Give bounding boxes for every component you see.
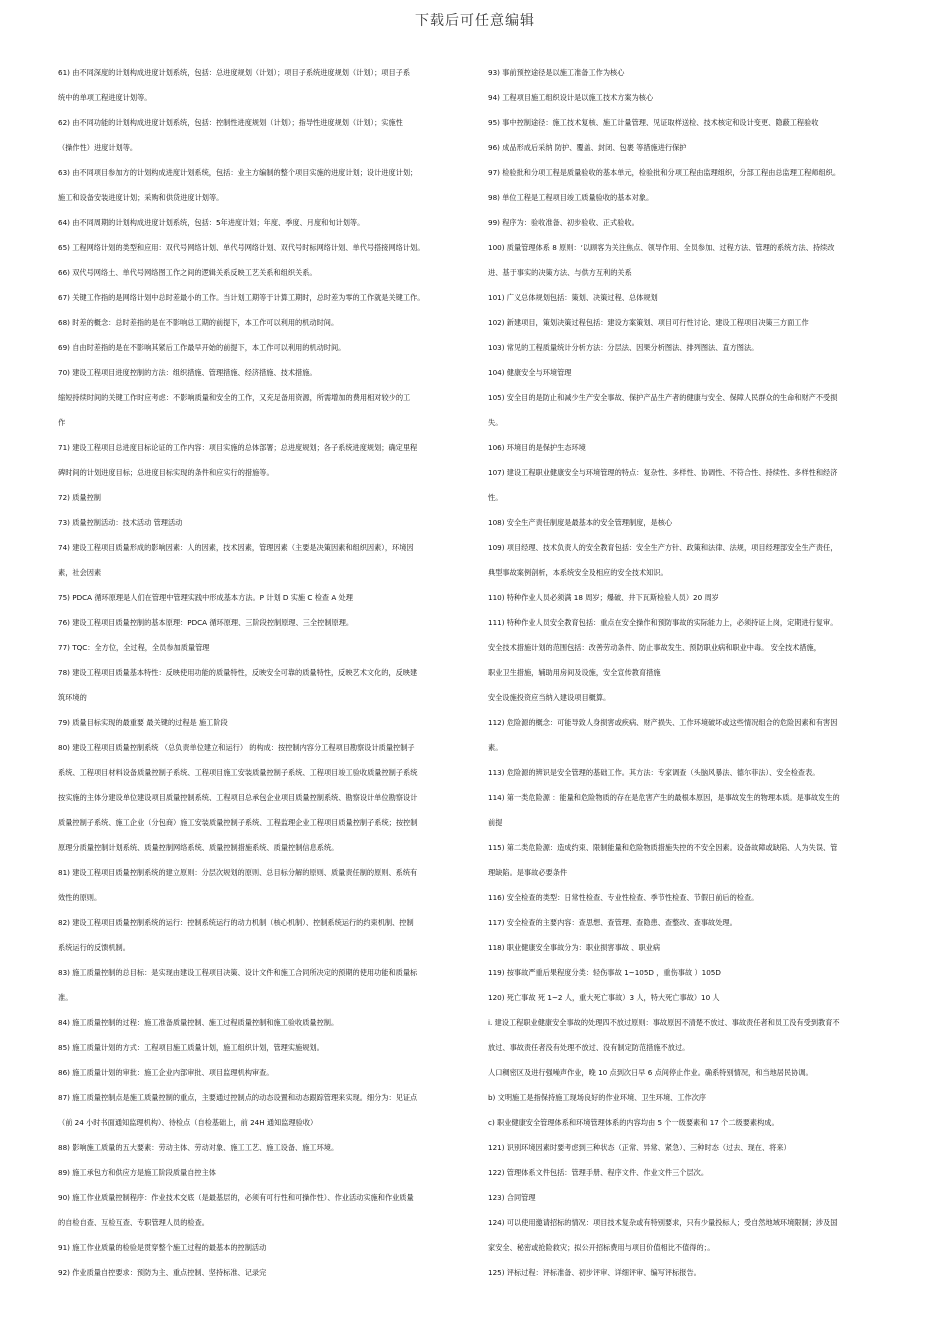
text-line: 素。 — [488, 743, 503, 752]
text-line: 碑时间的计划进度目标；总进度目标实现的条件和应实行的措施等。 — [58, 468, 274, 477]
text-line: 施工和设备安装进度计划；采购和供货进度计划等。 — [58, 193, 224, 202]
text-line: c) 职业健康安全管理体系和环境管理体系的内容均由 5 个一级要素和 17 个二级要素构成。 — [488, 1118, 779, 1127]
text-line: 64) 由不同周期的计划构成进度计划系统，包括：5年进度计划；年度、季度、月度和旬计划等。 — [58, 218, 365, 227]
text-line: 92) 作业质量自控要求：预防为主、重点控制、坚持标准、记录完 — [58, 1268, 267, 1277]
text-line: 90) 施工作业质量控制程序：作业技术交底（是最基层的，必须有可行性和可操作性）、作业活动实施和作业质量 — [58, 1193, 414, 1202]
text-line: （操作性）进度计划等。 — [58, 143, 138, 152]
text-line: 理缺陷。是事故必要条件 — [488, 868, 568, 877]
right-column — [488, 60, 892, 1285]
text-line: 71) 建设工程项目总进度目标论证的工作内容：项目实施的总体部署；总进度规划；各子系统进度规划；确定里程 — [58, 443, 418, 452]
text-line: 107) 建设工程职业健康安全与环境管理的特点：复杂性、多样性、协调性、不符合性、持续性、多样性和经济 — [488, 468, 838, 477]
text-line: 放过、事故责任者没有处理不放过、没有制定防范措施不放过。 — [488, 1043, 690, 1052]
text-line: 102) 新建项目，策划决策过程包括：建设方案策划、项目可行性讨论、建设工程项目决策三方面工作 — [488, 318, 809, 327]
text-line: 119) 按事故严重后果程度分类：轻伤事故 1~105D ，重伤事故 ）105D — [488, 968, 721, 977]
text-line: 安全技术措施计划的范围包括：改善劳动条件、防止事故发生、预防职业病和职业中毒。 安全技术措施， — [488, 643, 821, 652]
text-line: 80) 建设工程项目质量控制系统 （总负责单位建立和运行） 的构成：按控制内容分工程项目勘察设计质量控制子 — [58, 743, 415, 752]
text-line: 的自检自查、互检互查、专职管理人员的检查。 — [58, 1218, 209, 1227]
text-line: 82) 建设工程项目质量控制系统的运行：控制系统运行的动力机制（核心机制）、控制系统运行的约束机制、控制 — [58, 918, 414, 927]
text-line: 素，社会因素 — [58, 568, 102, 577]
text-line: 性。 — [488, 493, 503, 502]
text-line: 79) 质量目标实现的最重要 最关键的过程是 施工阶段 — [58, 718, 228, 727]
text-line: 68) 时差的概念：总时差指的是在不影响总工期的前提下，本工作可以利用的机动时间。 — [58, 318, 339, 327]
text-line: 安全设施投资应当纳入建设项目概算。 — [488, 693, 611, 702]
text-line: i. 建设工程职业健康安全事故的处理四不放过原则：事故原因不清楚不放过、事故责任者和员工没有受到教育不 — [488, 1018, 840, 1027]
text-line: 122) 管理体系文件包括：管理手册、程序文件、作业文件三个层次。 — [488, 1168, 709, 1177]
text-line: 110) 特种作业人员必须满 18 周岁；爆破、井下瓦斯检验人员）20 周岁 — [488, 593, 719, 602]
text-line: 98) 单位工程是工程项目竣工质量验收的基本对象。 — [488, 193, 654, 202]
text-line: 按实施的主体分建设单位建设项目质量控制系统、工程项目总承包企业项目质量控制系统、勘察设计单位勘察设计 — [58, 793, 418, 802]
text-line: 95) 事中控制途径：施工技术复核、施工计量管理、见证取样送检、技术核定和设计变更、隐蔽工程验收 — [488, 118, 819, 127]
text-line: 109) 项目经理、技术负责人的安全教育包括：安全生产方针、政策和法律、法规，项目经理部安全生产责任， — [488, 543, 838, 552]
text-line: 108) 安全生产责任制度是最基本的安全管理制度，是核心 — [488, 518, 673, 527]
text-line: 125) 评标过程：评标准备、初步评审、详细评审、编写评标报告。 — [488, 1268, 701, 1277]
text-line: 质量控制子系统、施工企业（分包商）施工安装质量控制子系统、工程监理企业工程项目质量控制子系统；按控制 — [58, 818, 418, 827]
text-line: 缩短持续时间的关键工作时应考虑：不影响质量和安全的工作，又充足备用资源，所需增加的费用相对较少的工 — [58, 393, 411, 402]
text-line: 进、基于事实的决策方法、与供方互利的关系 — [488, 268, 632, 277]
text-line: 91) 施工作业质量的检验是贯穿整个施工过程的最基本的控制活动 — [58, 1243, 267, 1252]
text-line: 73) 质量控制活动：技术活动 管理活动 — [58, 518, 183, 527]
text-line: 120) 死亡事故 死 1~2 人，重大死亡事故）3 人，特大死亡事故）10 人 — [488, 993, 720, 1002]
text-line: 94) 工程项目施工组织设计是以施工技术方案为核心 — [488, 93, 654, 102]
text-line: 111) 特种作业人员安全教育包括：重点在安全操作和预防事故的实际能力上，必须持证上岗，定期进行复审。 — [488, 618, 838, 627]
text-line: b) 文明施工是指保持施工现场良好的作业环境、卫生环境、工作次序 — [488, 1093, 707, 1102]
left-column — [58, 60, 458, 1285]
text-line: 87) 施工质量控制点是施工质量控制的重点，主要通过控制点的动态设置和动态跟踪管理来实现。细分为：见证点 — [58, 1093, 418, 1102]
text-line: 103) 常见的工程质量统计分析方法：分层法、因果分析图法、排列图法、直方图法。 — [488, 343, 759, 352]
text-line: 116) 安全检查的类型：日常性检查、专业性检查、季节性检查、节假日前后的检查。 — [488, 893, 759, 902]
text-line: 72) 质量控制 — [58, 493, 101, 502]
text-line: 121) 识别环境因素时要考虑到三种状态（正常、异常、紧急）、三种时态（过去、现在、将来） — [488, 1143, 791, 1152]
text-line: 统中的单项工程进度计划等。 — [58, 93, 152, 102]
text-line: 人口稠密区及进行强噪声作业，晚 10 点到次日早 6 点间停止作业。确系特别情况，和当地居民协调。 — [488, 1068, 813, 1077]
text-line: 61) 由不同深度的计划构成进度计划系统，包括：总进度规划（计划）；项目子系统进度规划（计划）；项目子系 — [58, 68, 411, 77]
text-line: 74) 建设工程项目质量形成的影响因素：人的因素，技术因素，管理因素（主要是决策因素和组织因素），环境因 — [58, 543, 414, 552]
text-line: 前提 — [488, 818, 503, 827]
text-line: 62) 由不同功能的计划构成进度计划系统，包括：控制性进度规划（计划）；指导性进度规划（计划）；实施性 — [58, 118, 403, 127]
text-line: 准。 — [58, 993, 73, 1002]
text-line: 70) 建设工程项目进度控制的方法：组织措施、管理措施、经济措施、技术措施。 — [58, 368, 317, 377]
text-line: 101) 广义总体规划包括：策划、决策过程、总体规划 — [488, 293, 658, 302]
text-line: 63) 由不同项目参加方的计划构成进度计划系统，包括：业主方编制的整个项目实施的进度计划；设计进度计划； — [58, 168, 418, 177]
text-line: 75) PDCA 循环原理是人们在管理中管理实践中形成基本方法。P 计划 D 实施 C 检查 A 处理 — [58, 593, 353, 602]
text-line: 系统、工程项目材料设备质量控制子系统、工程项目施工安装质量控制子系统、工程项目竣工验收质量控制子系统 — [58, 768, 418, 777]
text-line: 职业卫生措施，辅助用房间及设施，安全宣传教育措施 — [488, 668, 661, 677]
text-line: 84) 施工质量控制的过程：施工准备质量控制、施工过程质量控制和施工验收质量控制。 — [58, 1018, 339, 1027]
text-line: 家安全、秘密或抢险救灾；拟公开招标费用与项目价值相比不值得的；。 — [488, 1243, 715, 1252]
text-line: 93) 事前预控途径是以施工准备工作为核心 — [488, 68, 625, 77]
text-line: 105) 安全目的是防止和减少生产安全事故、保护产品生产者的健康与安全、保障人民群众的生命和财产不受损 — [488, 393, 838, 402]
text-line: 66) 双代号网络土、单代号网络图工作之间的逻辑关系反映工艺关系和组织关系。 — [58, 268, 317, 277]
text-line: 原理分质量控制计划系统、质量控制网络系统、质量控制措施系统、质量控制信息系统。 — [58, 843, 339, 852]
text-line: 123) 合同管理 — [488, 1193, 536, 1202]
text-line: 118) 职业健康安全事故分为：职业损害事故 、职业病 — [488, 943, 661, 952]
text-line: 67) 关键工作指的是网络计划中总时差最小的工作。当计划工期等于计算工期时，总时差为零的工作就是关键工作。 — [58, 293, 425, 302]
text-line: 76) 建设工程项目质量控制的基本原理：PDCA 循环原理、三阶段控制原理、三全控制原理。 — [58, 618, 354, 627]
text-line: 效性的原则。 — [58, 893, 102, 902]
text-line: 106) 环境目的是保护生态环境 — [488, 443, 586, 452]
text-line: 78) 建设工程项目质量基本特性：反映使用功能的质量特性，反映安全可靠的质量特性，反映艺术文化的，反映建 — [58, 668, 418, 677]
text-line: 失。 — [488, 418, 503, 427]
text-line: 124) 可以使用邀请招标的情况：项目技术复杂或有特别要求，只有少量投标人；受自然地域环境限制；涉及国 — [488, 1218, 838, 1227]
text-line: 99) 程序为：验收准备、初步验收、正式验收。 — [488, 218, 639, 227]
text-line: 96) 成品形成后采纳 防护、覆盖、封闭、包裹 等措施进行保护 — [488, 143, 687, 152]
text-line: 典型事故案例剖析，本系统安全及相应的安全技术知识。 — [488, 568, 668, 577]
text-line: 115) 第二类危险源：造成约束、限制能量和危险物质措施失控的不安全因素。设备故障或缺陷、人为失误、管 — [488, 843, 838, 852]
text-line: 系统运行的反馈机制。 — [58, 943, 130, 952]
text-line: 筑环境的 — [58, 693, 87, 702]
text-line: 作 — [58, 418, 66, 427]
text-line: 112) 危险源的概念：可能导致人身损害或疾病、财产损失、工作环境破坏或这些情况组合的危险因素和有害因 — [488, 718, 838, 727]
text-line: 83) 施工质量控制的总目标：是实现由建设工程项目决策、设计文件和施工合同所决定的预期的使用功能和质量标 — [58, 968, 418, 977]
text-line: 113) 危险源的辨识是安全管理的基础工作。其方法：专家调查（头脑风暴法、德尔菲法）、安全检查表。 — [488, 768, 820, 777]
text-line: 81) 建设工程项目质量控制系统的建立原则：分层次规划的原则、总目标分解的原则、质量责任制的原则、系统有 — [58, 868, 418, 877]
text-line: 88) 影响施工质量的五大要素：劳动主体、劳动对象、施工工艺、施工设备、施工环境。 — [58, 1143, 339, 1152]
text-line: （前 24 小时书面通知监理机构）、待检点（自检基础上，前 24H 通知监理验收） — [58, 1118, 318, 1127]
text-line: 97) 检验批和分项工程是质量验收的基本单元，检验批和分项工程由监理组织，分部工程由总监理工程师组织。 — [488, 168, 841, 177]
text-line: 86) 施工质量计划的审批：施工企业内部审批、项目监理机构审查。 — [58, 1068, 274, 1077]
text-line: 114) 第一类危险源 ：能量和危险物质的存在是危害产生的最根本原因，是事故发生的物理本质。是事故发生的 — [488, 793, 840, 802]
text-line: 69) 自由时差指的是在不影响其紧后工作最早开始的前提下，本工作可以利用的机动时间。 — [58, 343, 346, 352]
page-header: 下载后可任意编辑 — [415, 13, 535, 29]
text-line: 117) 安全检查的主要内容：查思想、查管理、查隐患、查整改、查事故处理。 — [488, 918, 737, 927]
text-line: 85) 施工质量计划的方式：工程项目施工质量计划，施工组织计划，管理实施规划。 — [58, 1043, 324, 1052]
text-line: 65) 工程网络计划的类型和应用：双代号网络计划、单代号网络计划、双代号时标网络计划、单代号搭接网络计划。 — [58, 243, 425, 252]
text-line: 104) 健康安全与环境管理 — [488, 368, 572, 377]
text-line: 100) 质量管理体系 8 原则：‘以顾客为关注焦点、领导作用、全员参加、过程方法、管理的系统方法、持续改 — [488, 243, 835, 252]
text-line: 89) 施工承包方和供应方是施工阶段质量自控主体 — [58, 1168, 216, 1177]
text-line: 77) TQC：全方位，全过程，全员参加质量管理 — [58, 643, 210, 652]
